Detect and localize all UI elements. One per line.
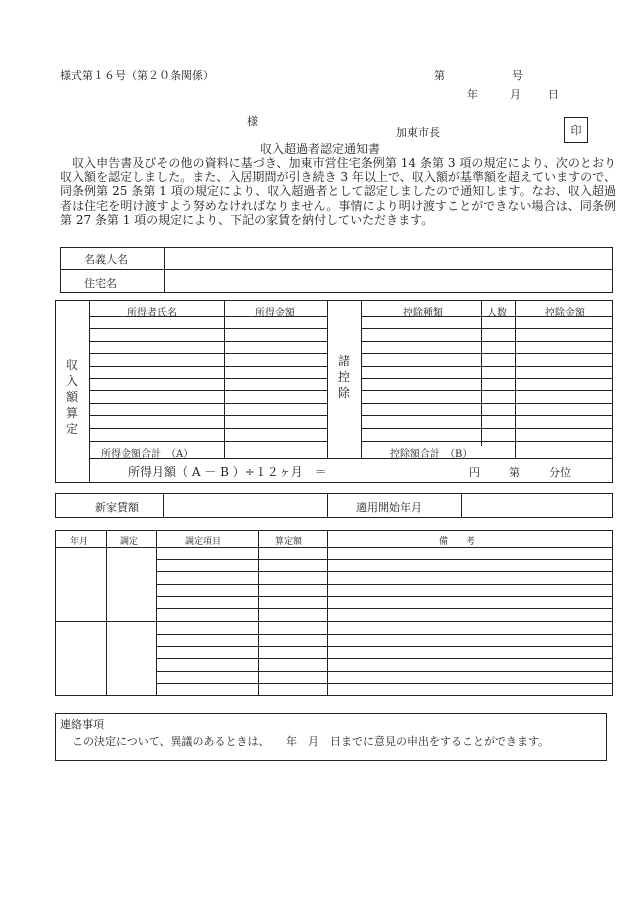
addressee-suffix: 様 — [247, 115, 258, 128]
col-income-earner: 所得者氏名 — [127, 308, 177, 319]
col-deduction-amount: 控除金額 — [545, 308, 585, 319]
rank-suffix: 分位 — [549, 466, 571, 479]
date-month: 月 — [510, 88, 521, 101]
col-adjust-item: 調定項目 — [185, 537, 222, 547]
name-label: 名義人名 — [84, 253, 128, 266]
deduction-side-label: 諸控除 — [337, 354, 350, 400]
notice-number-suffix: 号 — [512, 69, 523, 82]
notice-number-prefix: 第 — [434, 69, 445, 82]
form-number: 様式第１６号（第２０条関係） — [60, 69, 214, 82]
total-deduction-label: 控除額合計 （B） — [390, 449, 473, 460]
date-day: 日 — [548, 88, 559, 101]
body-paragraph: 収入申告書及びその他の資料に基づき、加東市営住宅条例第 14 条第 3 項の規定により、次のとおり収入額を認定しました。また、入居期間が引き続き 3 年以上で、収入額が基準額を超えていますので、同条例第 25 条第 1 項の規定により、収入超過者として認定しましたので通知します。なお、収入超過者は住宅を明け渡すよう努めなければなりません。事情により明け渡すことができない場合は、同条例第 27 条第 1 項の規定により、下記の家賃を納付していただきます。 — [60, 156, 616, 227]
rank-prefix: 第 — [509, 466, 520, 479]
col-income-amount: 所得金額 — [255, 308, 295, 319]
issuer: 加東市長 — [396, 126, 440, 139]
house-label: 住宅名 — [84, 277, 117, 290]
start-month-label: 適用開始年月 — [356, 501, 422, 514]
col-adjust: 調定 — [120, 537, 139, 547]
seal-box: 印 — [564, 117, 588, 143]
info-table — [60, 247, 613, 293]
monthly-income-formula: 所得月額（ A － B ）÷１２ヶ月 ＝ — [128, 465, 327, 479]
new-rent-label: 新家賃額 — [95, 501, 139, 514]
col-deduction-type: 控除種類 — [403, 308, 443, 319]
col-calc-amount: 算定額 — [275, 537, 303, 547]
date-year: 年 — [467, 88, 478, 101]
col-people: 人数 — [487, 308, 507, 319]
col-remarks: 備 考 — [439, 537, 476, 547]
col-year-month: 年月 — [70, 537, 89, 547]
contact-text: この決定について、異議のあるときは、 年 月 日までに意見の申出をすることができます。 — [72, 735, 550, 748]
yen-label: 円 — [469, 466, 480, 479]
document-title: 収入超過者認定通知書 — [260, 142, 381, 156]
contact-title: 連絡事項 — [60, 718, 104, 731]
income-side-label: 収入額算定 — [65, 358, 78, 436]
total-income-label: 所得金額合計 （A） — [101, 449, 194, 460]
